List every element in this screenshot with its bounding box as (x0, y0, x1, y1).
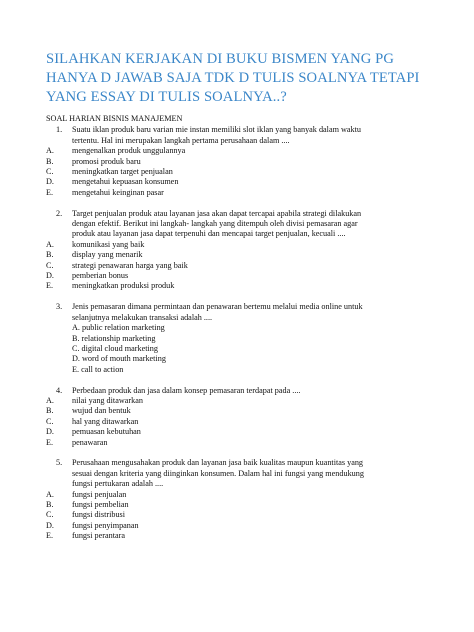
header-line: SILAHKAN KERJAKAN DI BUKU BISMEN YANG PG (46, 51, 395, 67)
question-text-line: Perusahaan mengusahakan produk dan layanan jasa baik kualitas maupun kuantitas yang (72, 458, 364, 468)
answer-option: C. strategi penawaran harga yang baik (46, 260, 188, 270)
question-text-line: selanjutnya melakukan transaksi adalah .... (72, 312, 213, 322)
answer-option: D. pemberian bonus (46, 271, 129, 281)
question-text-line: Suatu iklan produk baru varian mie instan memiliki slot iklan yang banyak dalam waktu (72, 125, 362, 135)
question-text-line: produk atau layanan jasa dapat terpenuhi dan mencapai target penjualan, kecuali .... (72, 229, 346, 239)
question-number: 3. (56, 302, 63, 312)
answer-option: E. meningkatkan produksi produk (46, 281, 175, 291)
answer-option: A. nilai yang ditawarkan (46, 395, 143, 405)
question-text-line: Target penjualan produk atau layanan jasa akan dapat tercapai apabila strategi dilakukan (72, 208, 362, 218)
question-3 (46, 302, 458, 375)
question-5 (46, 458, 458, 541)
answer-option: B. relationship marketing (72, 333, 156, 343)
question-header (46, 50, 456, 107)
answer-option: D. fungsi penyimpanan (46, 520, 139, 530)
answer-option: B. display yang menarik (46, 250, 143, 260)
question-number: 5. (56, 458, 63, 468)
answer-option: A. komunikasi yang baik (46, 239, 145, 249)
question-number: 2. (56, 208, 63, 218)
exam-sheet (46, 114, 458, 542)
question-text-line: tertentu. Hal ini merupakan langkah pertama perusahaan dalam .... (72, 135, 290, 145)
question-text-line: fungsi pertukaran adalah .... (72, 479, 164, 489)
answer-option: B. wujud dan bentuk (46, 406, 131, 416)
exam-title: SOAL HARIAN BISNIS MANAJEMEN (46, 114, 183, 123)
answer-option: B. fungsi pembelian (46, 499, 129, 509)
answer-option: C. digital cloud marketing (72, 343, 158, 353)
answer-option: A. public relation marketing (72, 323, 165, 333)
header-line: YANG ESSAY DI TULIS SOALNYA..? (46, 89, 287, 105)
question-1 (46, 125, 458, 198)
question-text-line: sesuai dengan kriteria yang diinginkan konsumen. Dalam hal ini fungsi yang mendukung (72, 468, 364, 478)
header-line: HANYA D JAWAB SAJA TDK D TULIS SOALNYA TETAPI (46, 70, 420, 86)
answer-option: D. word of mouth marketing (72, 354, 166, 364)
answer-option: C. hal yang ditawarkan (46, 416, 139, 426)
answer-option: A. mengenalkan produk unggulannya (46, 146, 186, 156)
question-text-line: Jenis pemasaran dimana permintaan dan penawaran bertemu melalui media online untuk (72, 302, 363, 312)
question-number: 1. (56, 125, 63, 135)
answer-option: C. fungsi distribusi (46, 510, 125, 520)
question-2 (46, 209, 458, 292)
answer-option: D. pemuasan kebutuhan (46, 427, 141, 437)
question-number: 4. (56, 385, 63, 395)
question-4 (46, 386, 458, 448)
answer-option: A. fungsi penjualan (46, 489, 127, 499)
question-text-line: Perbedaan produk dan jasa dalam konsep pemasaran terdapat pada .... (72, 385, 301, 395)
question-text-line: dengan efektif. Berikut ini langkah- langkah yang ditempuh oleh divisi pemasaran agar (72, 219, 358, 229)
answer-option: E. call to action (72, 364, 124, 374)
answer-option: E. mengetahui keinginan pasar (46, 187, 164, 197)
answer-option: E. fungsi perantara (46, 531, 125, 541)
answer-option: B. promosi produk baru (46, 156, 141, 166)
answer-option: C. meningkatkan target penjualan (46, 167, 173, 177)
answer-option: D. mengetahui kepuasan konsumen (46, 177, 179, 187)
answer-option: E. penawaran (46, 437, 108, 447)
